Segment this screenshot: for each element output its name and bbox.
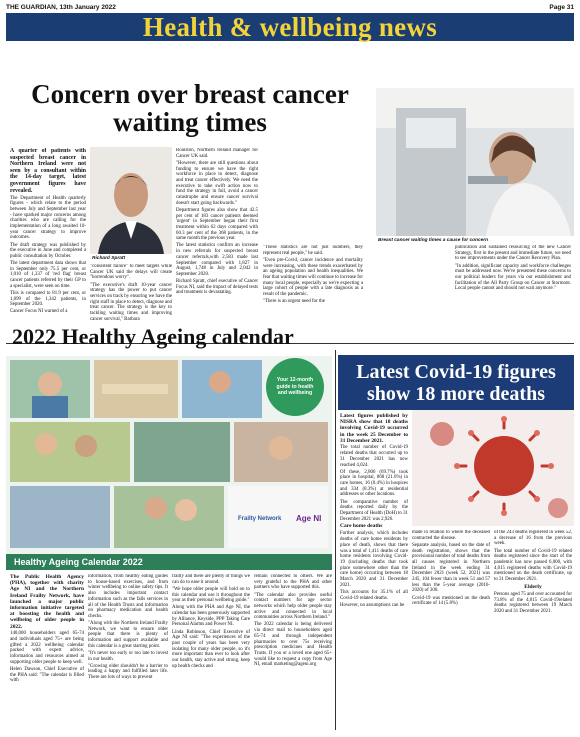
mammogram-photo <box>376 88 574 236</box>
paragraph: 140,000 householders aged 65-74 and individuals aged 75+ are being gifted a 2022 wellbeing calendar packed with expert advice, information and resources aimed at supporting older people to keep well. <box>10 631 84 665</box>
masthead-left: THE GUARDIAN, 13th January 2022 <box>6 4 116 11</box>
masthead-page: Page 31 <box>549 4 574 11</box>
calendar-badge: Your 12-month guide to health and wellbeing <box>266 358 324 416</box>
article3-col2 <box>412 530 490 730</box>
banner-title: Health & wellbeing news <box>142 11 438 42</box>
portrait-photo <box>90 147 172 254</box>
paragraph: Persons aged 75 and over accounted for 73.8% of the 4,015 Covid-19related deaths registered between 19 March 2020 and 31 December 2021. <box>494 591 572 614</box>
paragraph: remain connected to others. We are very grateful to the PHA and other partners who have supported this. <box>254 574 332 591</box>
paragraph: Separate analysis, based on the date of death registration, shows that the provisional number of total deaths from all causes registered in Northern Ireland in the week ending 31 December 2021 (week 52, 2021) was 245, 104 fewer than in week 51 and 57 less than the 5-year average (2016-2020) of 300. <box>412 542 490 594</box>
paragraph: Covid-19 was mentioned on the death certificate of 14 (5.8%) <box>412 595 490 607</box>
paragraph: made in relation to where the deceased contracted the disease. <box>412 530 490 541</box>
article3-col1 <box>340 413 408 731</box>
paragraph: of the 243 deaths registered in week 52, a decrease of 16 from the previous week. <box>494 530 572 547</box>
paragraph: This is compared to 81.9 per cent, or 1,099 of the 1,342 patients, in September 2020. <box>10 290 86 308</box>
paragraph: frailty and there are plenty of things we can do to ease it around. <box>172 574 250 585</box>
paragraph: Department figures also show that 42.5 per cent of 183 cancer patients deemed 'urgent' in September began their first treatment within 62 days compared with 60.3 per cent of the 368 patients, in the same month the previous year. <box>176 207 258 242</box>
paragraph: publication and sustained resourcing of the new Cancer Strategy, first in the present and immediate future, we need to see improvements under the Cancer Recovery Plan. <box>455 245 571 262</box>
paragraph: Richard Spratt, chief executive of Cancer Focus NI, said the impact of delayed tests and treatment is devastating. <box>176 279 258 296</box>
calendar-label: Healthy Ageing Calendar 2022 <box>6 554 332 570</box>
paragraph: This accounts for 35.1% of all Covid-19 related deaths. <box>340 589 408 601</box>
paragraph: "The calendar also provides useful contact numbers for age sector networks which help older people stay active and connected in local communities across Northern Ireland." <box>254 592 332 621</box>
article1-col3 <box>176 148 258 340</box>
paragraph: However, no assumptions can be <box>340 602 405 608</box>
paragraph: "We hope older people will hold on to this calendar and use it throughout the year as their personal wellbeing guide." <box>172 586 250 604</box>
article2-col1 <box>10 574 84 730</box>
paragraph: "Growing older shouldn't be a barrier to leading a happy and fulfilled later life. There are lots of ways to prevent <box>88 663 168 681</box>
paragraph: The 2022 calendar is being delivered via direct mail to householders aged 65-74 and through independent pharmacies to over 75s receiving prescription medicines and Health Trusts. If you or a loved one aged 65+ would like to request a copy from Age NI, email marketing@ageni.org <box>254 622 332 668</box>
article3-headline: Latest Covid-19 figures show 18 more deaths <box>338 355 574 410</box>
photo-caption: Breast cancer waiting times a cause for concern <box>378 238 489 243</box>
article3-col3 <box>494 530 572 730</box>
paragraph: The draft strategy was published by the executive in June and completed a public consultation by October. <box>10 242 86 259</box>
paragraph: information, from healthy eating guides to house-based exercises, and from winter wellbeing to online safety tips. It also includes important contact information such as the falls services in all of the Health Trusts and information on pharmacy medication and health checks. <box>88 574 168 619</box>
paragraph: The total number of Covid-19 related deaths that occurred up to 31 December 2021 has now reached 4,024. <box>340 445 408 468</box>
mammogram-illustration <box>376 88 574 236</box>
paragraph: Of these, 2,806 (69.7%) took place in hospital, 868 (21.6%) in care homes, 16 (0.4%) in hospices and 334 (8.3%) at residential addresses or other locations. <box>340 469 408 498</box>
article2-col4 <box>254 574 332 730</box>
paragraph: The latest statistics confirm an increase in new referrals for suspected breast cancer referrals,with 2,583 made last September compared with 1,827 in August, 1,748 in July and 2,042 in September 2020. <box>176 243 258 277</box>
article2-lead: The Public Health Agency (PHA), together with charity Age NI and the Northern Ireland Frailty Network, have launched a major public information initiative targeted at boosting the health and wellbeing of older people in 2022. <box>10 574 84 630</box>
calendar-image <box>6 356 332 570</box>
virus-image <box>412 410 574 526</box>
paragraph: Further analysis, which includes deaths of care home residents by place of death, shows that there was a total of 1,411 deaths of care home residents involving Covid-19 (including deaths that took place somewhere other than the care home) occurring between 18 March 2020 and 31 December 2021. <box>340 531 408 588</box>
paragraph: "The executive's draft 10-year cancer strategy has the power to put cancer services on track by ensuring we have the right staff in place to detect, diagnose and treat cancer. The strategy is the key to tackling waiting times and improving cancer survival," Barbara <box>90 282 172 322</box>
column-divider <box>335 350 336 730</box>
portrait-caption: Richard Spratt <box>92 256 126 261</box>
article1-col4b <box>368 245 452 341</box>
frailty-network-logo: Frailty Network <box>238 516 282 522</box>
paragraph: "However, there are still questions about funding to ensure we have the right workforce in place to detect, diagnose and treat cancer effectively. We need the executive to take swift action now to fund the strategy in full, avoid a cancer catastrophe and ensure cancer survival doesn't start going backwards." <box>176 160 258 206</box>
paragraph: The comparative number of deaths reported daily by the Department of Health (DoH) to 31 December 2021 was 2,926. <box>340 499 408 522</box>
paragraph: Roulston, Northern Ireland manager for Cancer UK said. <box>176 148 258 159</box>
paragraph: Along with the PHA and Age NI, the calendar has been generously supported by Alliance, Keyside, PPP Taking Care Personal Alarms and Power NI. <box>172 605 250 628</box>
article2-col3 <box>172 574 250 730</box>
article2-title: 2022 Healthy Ageing calendar <box>12 324 294 349</box>
article2-col2 <box>88 574 168 730</box>
paragraph: "consistent failure" to meet targets while Cancer UK said the delays will create "horrendous worry". <box>90 264 172 281</box>
paragraph: "Even pre-Covid, cancer incidence and mortality were increasing, with these trends exacerbated by an ageing population and health inequalities. We fear that waiting times will continue to increase for many local people, especially as we're expecting a large cohort of people with a late diagnosis as a result of the pandemic. <box>263 257 363 298</box>
article1-headline: Concern over breast cancer waiting times <box>31 79 349 137</box>
section-banner <box>6 13 574 41</box>
article1-lead: A quarter of patients with suspected breast cancer in Northern Ireland were not seen by a consultant within the 14-day target, latest government figures have revealed. <box>10 148 86 194</box>
paragraph: Linda Robinson, Chief Executive of Age NI said: "The experiences of the past couple of years has been very isolating for many older people, so it's more important than ever to look after our health, stay active and strong, keep up health checks and <box>172 629 250 669</box>
paragraph: The total number of Covid-19 related deaths registered since the start of the pandemic has now passed 6,000, with 4,015 registered deaths with Covid-19 mentioned on the death certificate, up to 31 December 2021. <box>494 548 572 583</box>
paragraph: "Along with the Northern Ireland Frailty Network, we want to ensure older people that there is plenty of information and support available and this calendar is a great starting point. <box>88 621 168 649</box>
paragraph: Helen Dawson, Chief Executive of the PHA said: "The calendar is filled with <box>10 666 84 684</box>
coronavirus-icon <box>412 410 574 526</box>
paragraph: "In addition, significant capacity and workforce challenges must be addressed now. We've presented these concerns to our political leaders for years via our establishment and facilitation of the All Party Group on Cancer at Stormont. Local people cannot and should not wait anymore." <box>455 263 571 292</box>
paragraph: The Department of Health quarterly figures - which relate to the period between July and September last year - have sparked major concerns among charities who are calling for the implementation of a long awaited 10-year cancer strategy to improve outcomes. <box>10 195 86 241</box>
paragraph: "These statistics are not just numbers, they represent real people," he said. <box>263 245 363 256</box>
subheading-care-homes: Care home deaths <box>340 523 383 530</box>
article1-col5 <box>455 245 571 341</box>
paragraph: "It's never too early or too late to invest in our health. <box>88 650 168 662</box>
portrait-illustration <box>90 147 172 254</box>
paragraph: "There is an urgent need for the <box>263 299 325 305</box>
article1-col1 <box>10 148 86 338</box>
age-ni-logo: Age NI <box>296 514 322 523</box>
subheading-elderly: Elderly <box>524 583 542 590</box>
article3-lead: Latest figures published by NISRA show that 18 deaths involving Covid-19 occurred in the week 25 December to 31 December 2021. <box>340 413 408 444</box>
paragraph: The latest department data shows that in September only 75.5 per cent, or 1,010 of 1,337 of 'red flag' breast cancer patients referred by their GP to a specialist, were seen on time. <box>10 261 86 289</box>
paragraph: Cancer Focus NI warned of a <box>10 309 68 315</box>
